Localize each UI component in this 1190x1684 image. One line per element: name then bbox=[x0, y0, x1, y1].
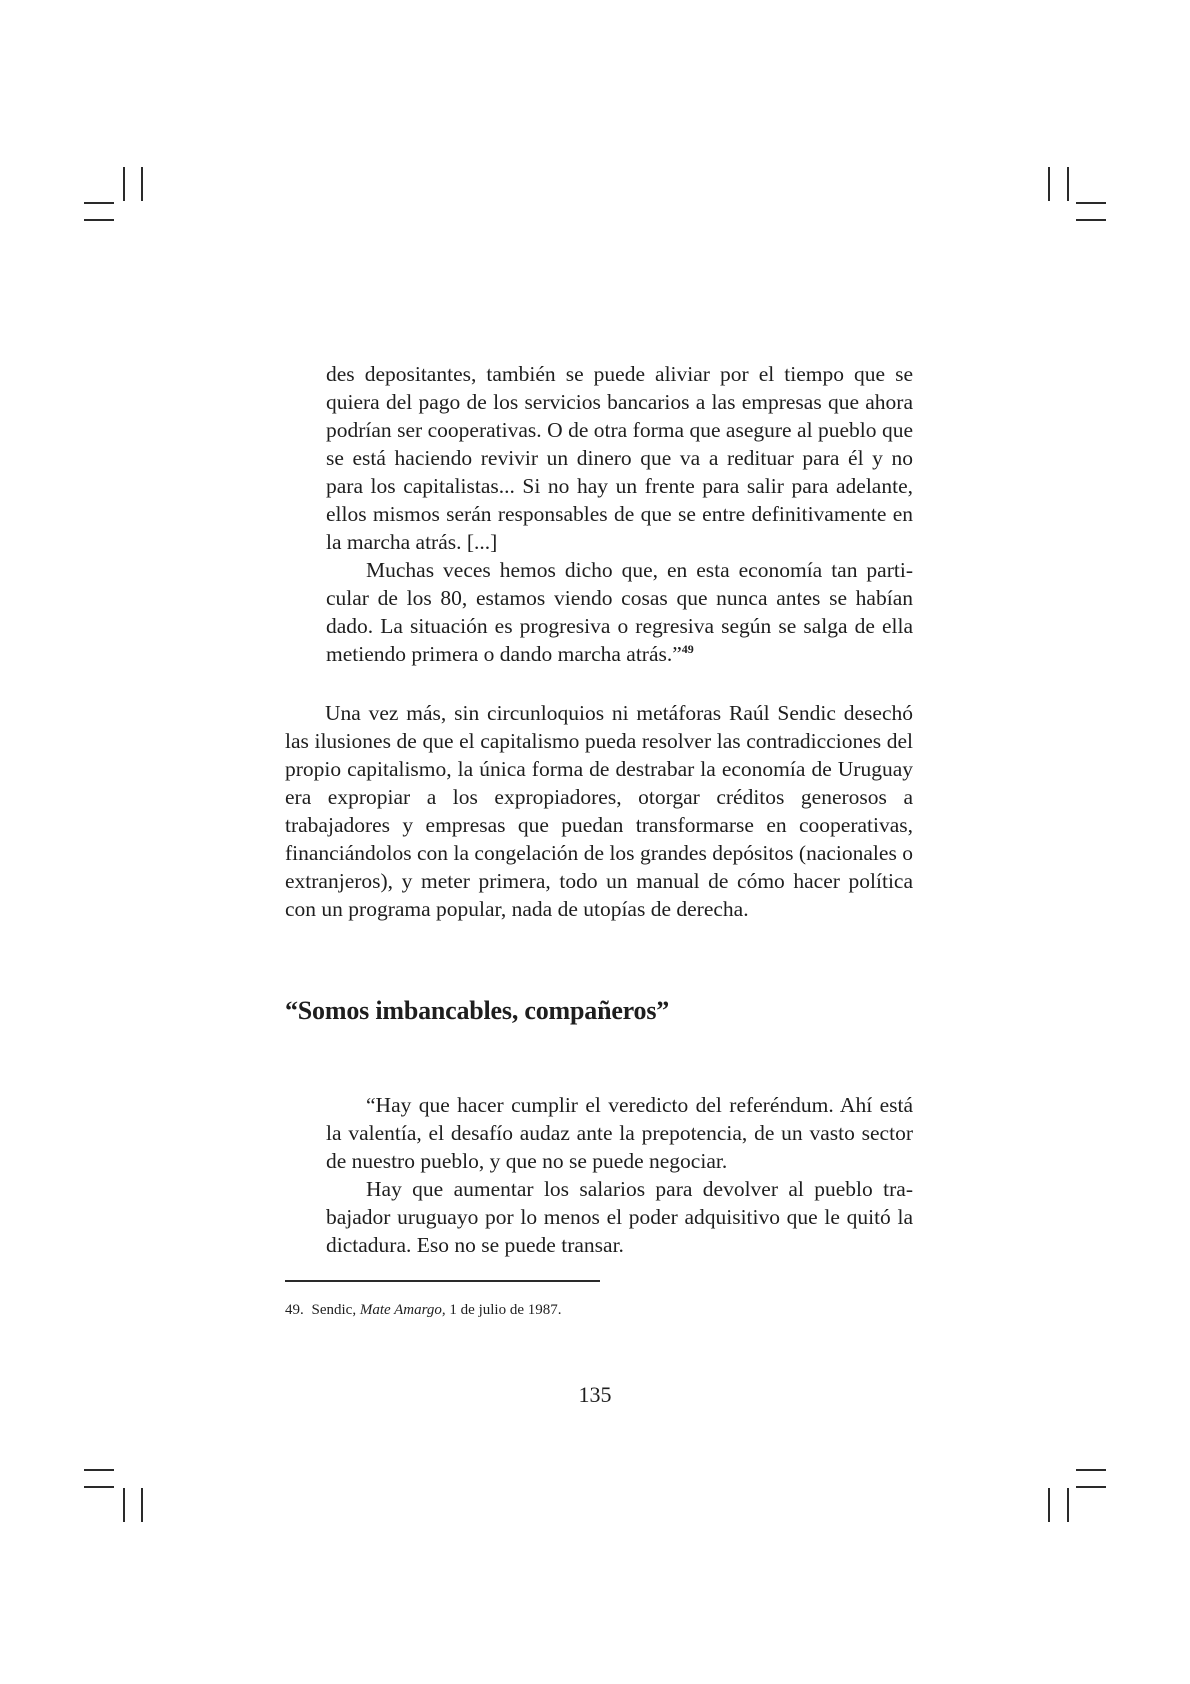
section-heading: “Somos imbancables, compañeros” bbox=[285, 996, 670, 1025]
crop-mark bbox=[123, 1488, 125, 1522]
footnote-reference: 49 bbox=[681, 642, 694, 656]
crop-mark bbox=[123, 167, 125, 201]
crop-mark bbox=[84, 1469, 114, 1471]
crop-mark bbox=[1076, 1469, 1106, 1471]
footnote-rule bbox=[285, 1280, 600, 1282]
crop-mark bbox=[1076, 219, 1106, 221]
quote-1-paragraph-1: des depositantes, también se puede aliviar por el tiempo que se quiera del pago de los servicios bancarios a las empresas que ahora podrían ser cooperativas. O de otra forma que asegure al pueblo que se está haciendo revivir un dinero que va a redituar para él y no para los capitalistas... Si no hay un frente para salir para adelante, ellos mismos serán responsables de que se entre definitivamente en la marcha atrás. [...] bbox=[326, 362, 913, 554]
crop-mark bbox=[84, 219, 114, 221]
quote-2-paragraph-2: Hay que aumentar los salarios para devolver al pueblo trabajador uruguayo por lo menos el poder adquisitivo que le quitó la dictadura. Eso no se puede transar. bbox=[326, 1177, 913, 1257]
footnote-date: , 1 de julio de 1987. bbox=[441, 1302, 562, 1318]
quote-1-paragraph-2 bbox=[326, 556, 913, 668]
crop-mark bbox=[1076, 1486, 1106, 1488]
block-quote-2 bbox=[326, 1091, 913, 1259]
body-paragraph: Una vez más, sin circunloquios ni metáforas Raúl Sendic desechó las ilusiones de que el capitalismo pueda resolver las contradicciones del propio capitalismo, la única forma de destrabar la economía de Uruguay era expropiar a los expropiadores, otorgar créditos generosos a trabajadores y empresas que puedan transformarse en cooperativas, financiándolos con la congelación de los grandes depósitos (nacionales o extranjeros), y meter primera, todo un manual de cómo hacer política con un programa popular, nada de utopías de derecha. bbox=[285, 701, 913, 921]
page-number: 135 bbox=[578, 1382, 612, 1407]
crop-mark bbox=[1067, 167, 1069, 201]
footnote bbox=[285, 1300, 561, 1320]
footnote-number: 49. bbox=[285, 1302, 304, 1318]
quote-1-paragraph-2-text: Muchas veces hemos dicho que, en esta economía tan particular de los 80, estamos viendo cosas que nunca antes se habían dado. La situación es progresiva o regresiva según se salga de ella metiendo primera o dando marcha atrás.” bbox=[326, 558, 913, 666]
body-text bbox=[285, 699, 913, 923]
crop-mark bbox=[1067, 1488, 1069, 1522]
footnote-title: Mate Amargo bbox=[359, 1302, 442, 1318]
crop-mark bbox=[84, 202, 114, 204]
crop-mark bbox=[84, 1486, 114, 1488]
footnote-author: Sendic, bbox=[311, 1302, 357, 1318]
crop-mark bbox=[1076, 202, 1106, 204]
crop-mark bbox=[1048, 167, 1050, 201]
crop-mark bbox=[141, 1488, 143, 1522]
quote-2-paragraph-1: “Hay que hacer cumplir el veredicto del referéndum. Ahí está la valentía, el desafío audaz ante la prepotencia, de un vasto sector de nuestro pueblo, y que no se puede negociar. bbox=[326, 1093, 913, 1173]
crop-mark bbox=[141, 167, 143, 201]
crop-mark bbox=[1048, 1488, 1050, 1522]
block-quote-1 bbox=[326, 360, 913, 668]
